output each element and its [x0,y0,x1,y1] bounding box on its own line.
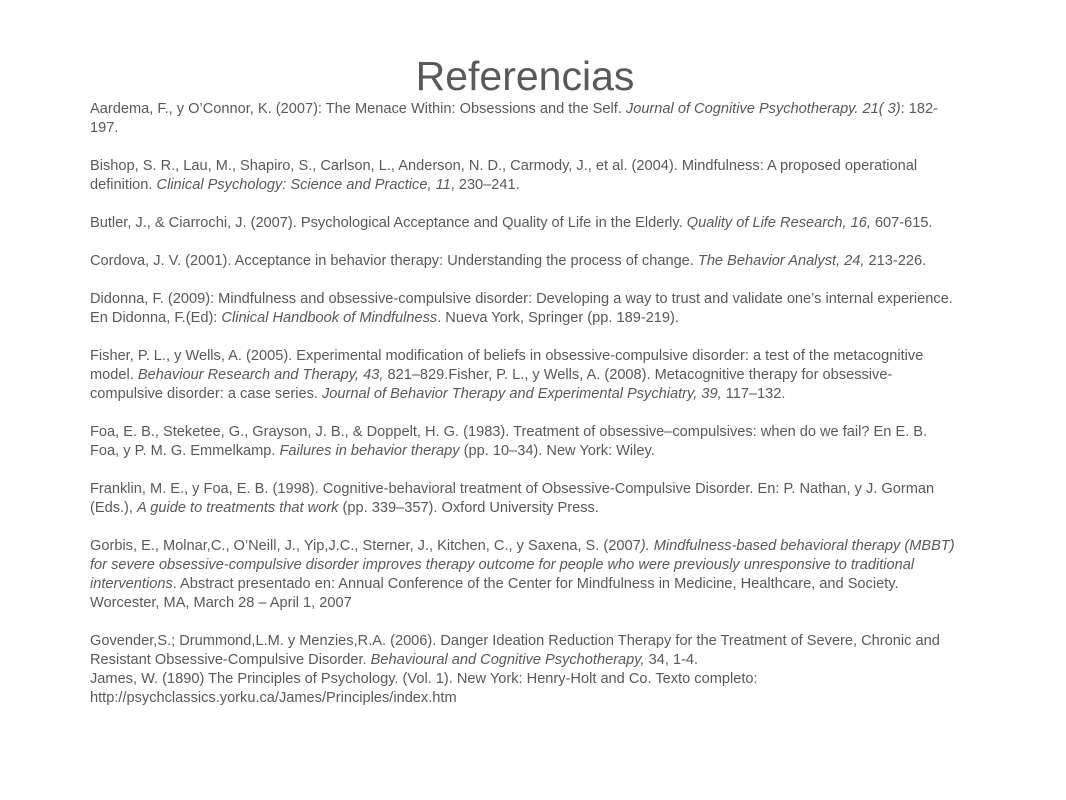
reference-item [90,214,960,233]
reference-text: (pp. 339–357). Oxford University Press. [338,500,599,516]
reference-text: 117–132. [721,386,786,402]
reference-source: Failures in behavior therapy [279,443,460,459]
reference-item [90,480,960,518]
reference-item [90,632,960,670]
reference-text: Cordova, J. V. (2001). Acceptance in behavior therapy: Understanding the process of change. [90,253,698,269]
reference-item [90,423,960,461]
reference-text: , 230–241. [450,177,520,193]
reference-text: Foa, E. B., Steketee, G., Grayson, J. B., & Doppelt, H. G. (1983). Treatment of obsessive–compulsives: when do we fail? En E. B. Foa, y P. M. G. Emmelkamp. [90,424,928,459]
reference-text: Fisher, P. L., y Wells, A. (2008). Metacognitive therapy for obsessive-compulsive disorder: a case series. [90,367,893,402]
reference-item [90,670,960,708]
reference-item [90,290,960,328]
reference-source: Clinical Handbook of Mindfulness [221,310,438,326]
reference-text: Didonna, F. (2009): Mindfulness and obsessive-compulsive disorder: Developing a way to trust and validate one’s internal experience. En Didonna, F.(Ed): [90,291,953,326]
slide-title: Referencias [415,53,635,99]
reference-item [90,100,960,138]
reference-source: Journal of Behavior Therapy and Experimental Psychiatry, 39, [321,386,722,402]
reference-text: Bishop, S. R., Lau, M., Shapiro, S., Carlson, L., Anderson, N. D., Carmody, J., et al. (2004). Mindfulness: A proposed operational definition. [90,158,918,193]
reference-source: The Behavior Analyst, 24, [697,253,865,269]
reference-item [90,537,960,613]
reference-source: Quality of Life Research, 16, [686,215,871,231]
reference-text: 213-226. [864,253,927,269]
reference-text: 34, 1-4. [644,652,699,668]
reference-list [90,100,960,708]
reference-item [90,347,960,404]
reference-text: 607-615. [870,215,933,231]
reference-source: Clinical Psychology: Science and Practice, 11 [156,177,451,193]
reference-text: . Abstract presentado en: Annual Conference of the Center for Mindfulness in Medicine, Healthcare, and Society. Worcester, MA, March 28 – April 1, 2007 [90,576,899,611]
reference-text: (pp. 10–34). New York: Wiley. [459,443,655,459]
reference-text: Aardema, F., y O’Connor, K. (2007): The Menace Within: Obsessions and the Self. [90,101,626,117]
reference-text: Fisher, P. L., y Wells, A. (2005). Experimental modification of beliefs in obsessive-compulsive disorder: a test of the metacognitive model. [90,348,924,383]
reference-text: : 182-197. [90,101,938,136]
reference-text: 821–829. [383,367,449,383]
reference-text: Franklin, M. E., y Foa, E. B. (1998). Cognitive-behavioral treatment of Obsessive-Compulsive Disorder. En: P. Nathan, y J. Gorman (Eds.), [90,481,935,516]
reference-item [90,252,960,271]
reference-text: . Nueva York, Springer (pp. 189-219). [437,310,679,326]
reference-text: Govender,S.; Drummond,L.M. y Menzies,R.A. (2006). Danger Ideation Reduction Therapy for the Treatment of Severe, Chronic and Resistant Obsessive-Compulsive Disorder. [90,633,940,668]
reference-source: A guide to treatments that work [137,500,339,516]
reference-source: Behavioural and Cognitive Psychotherapy, [370,652,645,668]
reference-text: Butler, J., & Ciarrochi, J. (2007). Psychological Acceptance and Quality of Life in the Elderly. [90,215,687,231]
reference-item [90,157,960,195]
reference-text: James, W. (1890) The Principles of Psychology. (Vol. 1). New York: Henry-Holt and Co. Texto completo: http://psychclassics.yorku.ca/James/Principles/index.htm [90,671,758,706]
reference-source: ). Mindfulness-based behavioral therapy (MBBT) for severe obsessive-compulsive disorder improves therapy outcome for people who were previously unresponsive to traditional interventions [90,538,955,592]
reference-source: Behaviour Research and Therapy, 43, [137,367,384,383]
reference-source: Journal of Cognitive Psychotherapy. 21( 3) [625,101,901,117]
reference-text: Gorbis, E., Molnar,C., O’Neill, J., Yip,J.C., Sterner, J., Kitchen, C., y Saxena, S. (2007 [90,538,641,554]
